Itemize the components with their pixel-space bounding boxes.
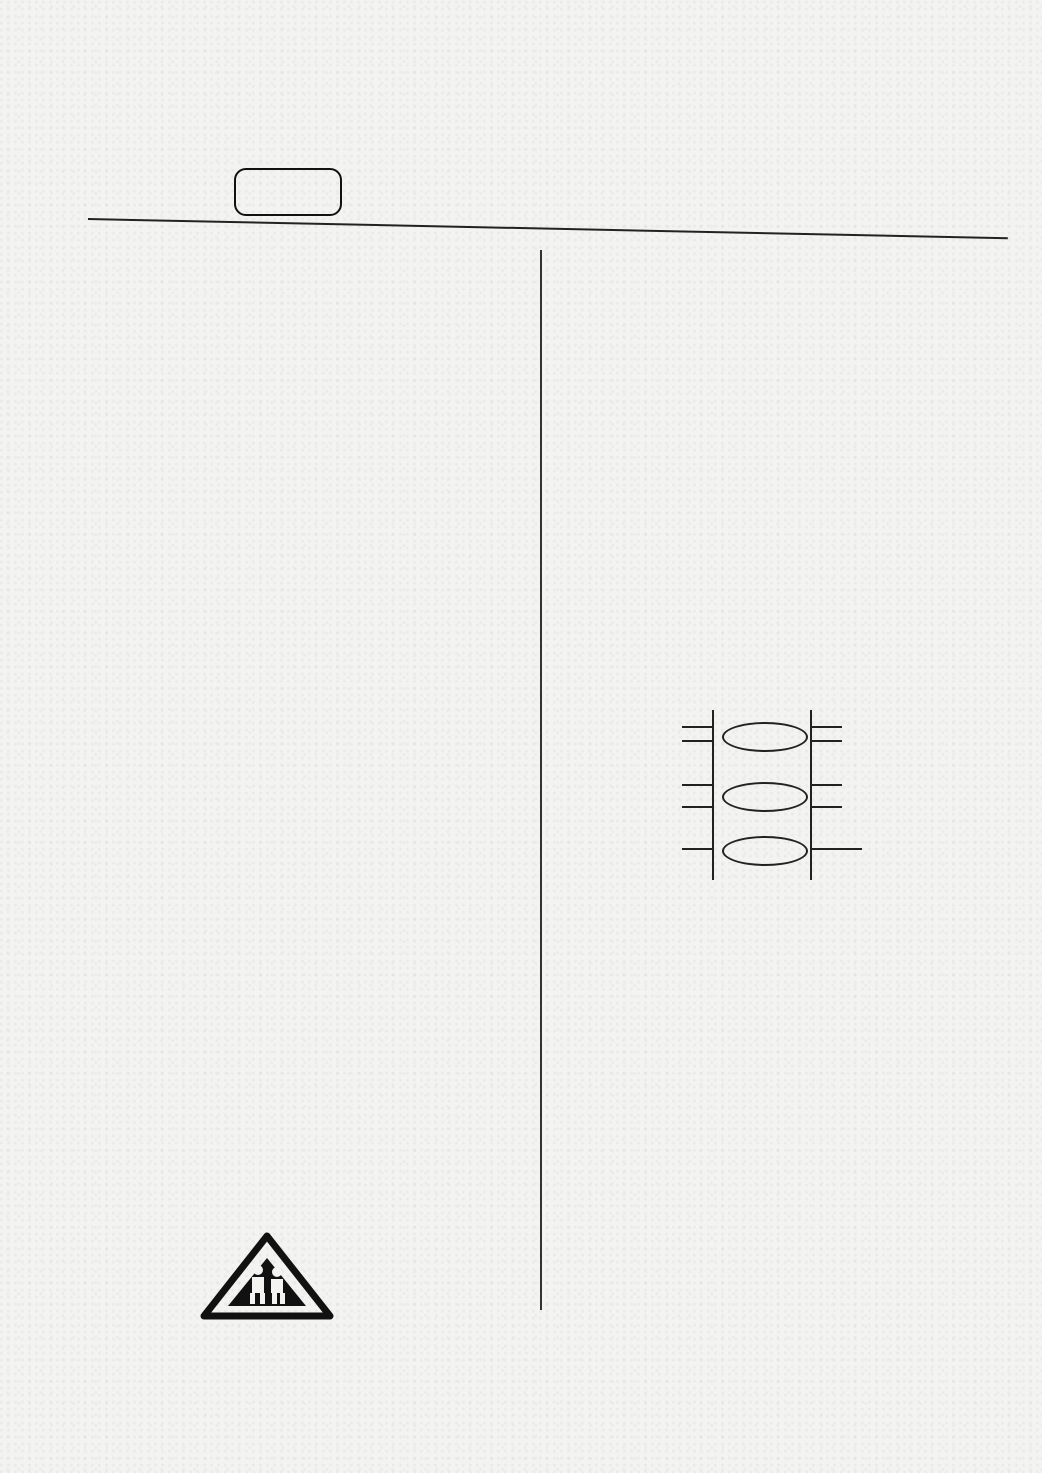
- school-logo: [234, 168, 342, 216]
- traffic-post-right: [810, 710, 812, 880]
- traffic-tick: [682, 784, 712, 786]
- traffic-light-diagram: [676, 710, 846, 880]
- traffic-light-green: [722, 782, 808, 812]
- traffic-tick: [812, 784, 842, 786]
- traffic-tick: [812, 726, 842, 728]
- traffic-light-red: [722, 722, 808, 752]
- traffic-tick: [682, 848, 712, 850]
- traffic-post-left: [712, 710, 714, 880]
- traffic-tick: [812, 848, 862, 850]
- traffic-tick: [682, 726, 712, 728]
- traffic-tick: [682, 740, 712, 742]
- traffic-tick: [682, 806, 712, 808]
- traffic-light-amber: [722, 836, 808, 866]
- column-divider: [540, 250, 542, 1310]
- traffic-tick: [812, 740, 842, 742]
- traffic-tick: [812, 806, 842, 808]
- children-crossing-sign-icon: [200, 1232, 334, 1322]
